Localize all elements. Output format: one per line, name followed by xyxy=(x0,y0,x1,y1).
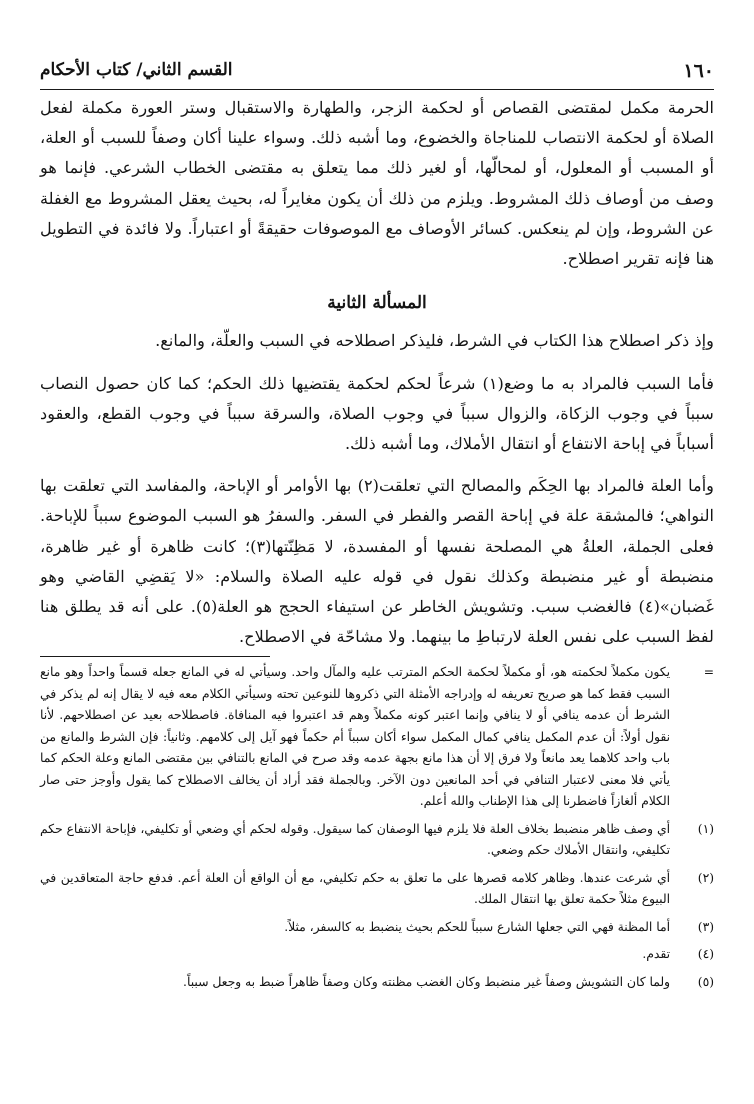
footnotes xyxy=(40,662,714,999)
footnote-marker: = xyxy=(703,665,714,679)
footnote-item xyxy=(40,868,714,911)
header-divider xyxy=(40,89,714,90)
footnote-item xyxy=(40,917,714,939)
footnote-text: ولما كان التشويش وصفاً غير منضبط وكان الغضب مظنته وكان وصفاً ظاهراً ضبط به وجعل سبباً. xyxy=(183,974,670,989)
paragraph-intro: وإذ ذكر اصطلاح هذا الكتاب في الشرط، فليذكر اصطلاحه في السبب والعلّة، والمانع. xyxy=(155,331,714,351)
footnote-divider xyxy=(40,656,270,657)
footnote-marker: (٥) xyxy=(697,974,714,989)
footnote-marker: (٢) xyxy=(697,870,714,885)
page-header xyxy=(40,60,714,88)
footnote-text: أما المظنة فهي التي جعلها الشارع سبباً للحكم بحيث ينضبط به كالسفر، مثلاً. xyxy=(284,919,670,934)
footnote-item xyxy=(40,819,714,862)
paragraph-illa: وأما العلة فالمراد بها الحِكَم والمصالح التي تعلقت(٢) بها الأوامر أو الإباحة، والمفاسد التي تعلقت بها النواهي؛ فالمشقة علة في إباحة القصر والفطر في السفر. والسفرُ هو السبب الموضوع سبباً للإباحة. فعلى الجملة، العلةُ هي المصلحة نفسها أو المفسدة، لا مَظِنّتها(٣)؛ كانت ظاهرة أو غير ظاهرة، منضبطة أو غير منضبطة وكذلك نقول في قوله عليه الصلاة والسلام: «لا يَقضِي القاضي وهو غَضبان»(٤) فالغضب سبب. وتشويش الخاطر عن استيفاء الحجج هو العلة(٥). على أنه قد يطلق هنا لفظ السبب على نفس العلة لارتباطِ ما بينهما. ولا مشاحّة في الاصطلاح. xyxy=(40,476,715,647)
page-number: ١٦٠ xyxy=(683,60,714,82)
footnote-item xyxy=(40,972,714,994)
section-title: المسألة الثانية xyxy=(327,293,427,314)
footnote-text: أي شرعت عندها. وظاهر كلامه قصرها على ما تعلق به حكم تكليفي، مع أن الواقع أن العلة أعم. فدفع حاجة المتعاقدين في البيوع مثلاً حكمة تعلق بها انتقال الملك. xyxy=(40,870,670,906)
footnote-item xyxy=(40,662,714,813)
footnote-text: تقدم. xyxy=(642,947,670,961)
footnote-text: أي وصف ظاهر منضبط بخلاف العلة فلا يلزم فيها الوصفان كما سيقول. وقوله لحكم أي وضعي أو تكليفي، فإباحة الانتفاع حكم تكليفي، وانتقال الأملاك حكم وضعي. xyxy=(40,821,670,857)
footnote-marker: (٤) xyxy=(697,947,714,961)
paragraph-sabab: فأما السبب فالمراد به ما وضع(١) شرعاً لحكم لحكمة يقتضيها ذلك الحكم؛ كما كان حصول النصاب سبباً في وجوب الزكاة، والزوال سبباً في وجوب الصلاة، والسرقة سبباً في وجوب القطع، والعقود أسباباً في إباحة الانتفاع أو انتقال الأملاك، وما أشبه ذلك. xyxy=(40,373,715,454)
footnote-text: يكون مكملاً لحكمته هو، أو مكملاً لحكمة الحكم المترتب عليه والمآل واحد. وسيأتي له في المانع جعله قسماً واحداً وهو مانع السبب فقط كما هو صريح تعريفه له وإدراجه الأمثلة التي ذكروها للنوعين تحته وسيأتي الكلام معه فيه لا يقال إنه لم يذكر في الشرط أن عدمه ينافي أو لا ينافي وإنما اعتبر كونه مكملاً وهم قد اعتبروا فيه المنافاة. فاصطلاحه بعيد عن اصطلاحهم. لأنا نقول أولاً: أن عدم المكمل ينافي كمال المكمل سواء أكان سبباً أم حكماً فهو آيل إلى كلامهم. وثانياً: فإن الشرط والمانع من باب واحد كلاهما يعد مانعاً ولا فرق إلا أن هذا مانع بجهة عدمه وقد صرح في المانع بالتنافي بين مقتضى المانع وعلة الحكم كما يأتي فلا معنى لاعتبار التنافي في أحد المانعين دون الآخر. وبالجملة فقد أراد أن يخالف الاصطلاح كما يقول وأوجز حتى صار الكلام ألغازاً فاضطرنا إلى هذا الإطناب والله أعلم. xyxy=(40,665,670,808)
main-text xyxy=(40,93,714,652)
footnote-item xyxy=(40,944,714,966)
paragraph-continuation: الحرمة مكمل لمقتضى القصاص أو لحكمة الزجر، والطهارة والاستقبال وستر العورة مكملة لفعل الصلاة أو لحكمة الانتصاب للمناجاة والخضوع، وما أشبه ذلك. وسواء علينا أكان وصفاً للسبب أو العلة، أو المسبب أو المعلول، أو لمحالّها، أو لغير ذلك مما يتعلق به مقتضى الخطاب الشرعي. فإنما هو وصف من أوصاف ذلك المشروط. ويلزم من ذلك أن يكون مغايراً له، بحيث يعقل المشروط مع الغفلة عن الشروط، وإن لم ينعكس. كسائر الأوصاف مع الموصوفات حقيقةً أو اعتباراً. ولا فائدة في التطويل هنا فإنه تقرير اصطلاح. xyxy=(40,98,714,269)
running-title: القسم الثاني/ كتاب الأحكام xyxy=(40,60,233,80)
footnote-marker: (٣) xyxy=(697,919,714,934)
footnote-marker: (١) xyxy=(697,821,714,836)
